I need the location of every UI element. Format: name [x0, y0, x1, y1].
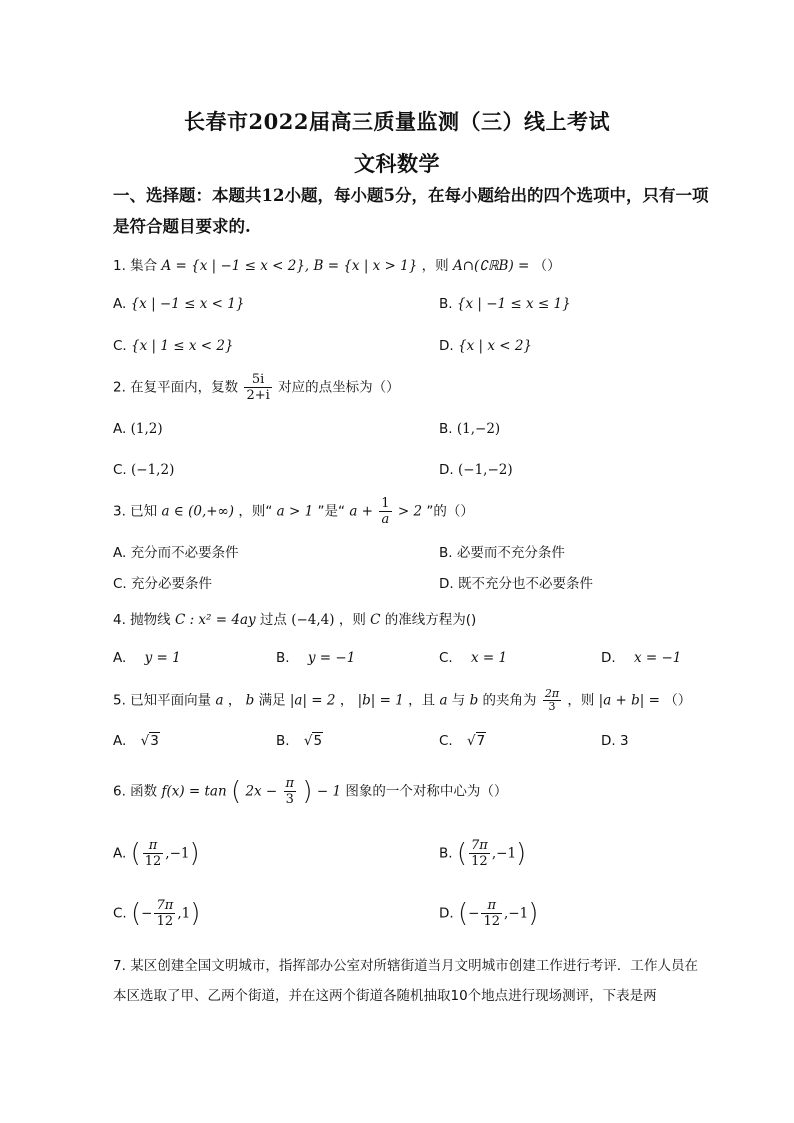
- q5-result: |a + b| =: [598, 692, 660, 709]
- section-heading-line1: 一、选择题：本题共12小题，每小题5分，在每小题给出的四个选项中，只有一项: [113, 186, 709, 205]
- q2-option-a-value: (1,2): [130, 421, 163, 437]
- exam-subtitle: 文科数学: [354, 151, 440, 176]
- q2-option-b-value: (1,−2): [456, 421, 501, 437]
- q3-option-b: B. 必要而不充分条件: [439, 545, 565, 561]
- paren-right: ): [190, 898, 201, 929]
- q6-option-c-denominator: 12: [156, 914, 174, 929]
- q6-prefix: 6. 函数: [113, 783, 158, 800]
- q1-option-d: [439, 338, 532, 354]
- q1-expression: A∩(∁ℝB) =: [452, 258, 530, 274]
- q6-option-a-denominator: 12: [144, 854, 162, 869]
- q5-option-d: D. 3: [601, 733, 629, 749]
- q4-option-c: [439, 650, 507, 666]
- q6-option-b-numerator: 7π: [471, 838, 488, 853]
- option-label: C.: [113, 462, 127, 478]
- q5-option-c-radicand: 7: [476, 733, 486, 749]
- q6-option-c-tail: ,1: [177, 905, 191, 922]
- question-3-stem: [113, 496, 474, 527]
- q4-suffix: 的准线方程为(): [384, 612, 477, 628]
- q6-option-a-tail: ,−1: [165, 845, 190, 862]
- q5-mid4: 的夹角为: [482, 692, 537, 709]
- question-5-stem: [113, 688, 691, 713]
- q6-fraction: [284, 776, 297, 807]
- option-label: A.: [113, 421, 127, 437]
- option-label: A.: [113, 650, 127, 666]
- q4-option-d: [601, 650, 681, 666]
- q3-fraction-denominator: a: [381, 512, 390, 527]
- section-heading-line2: 是符合题目要求的.: [113, 217, 251, 236]
- exam-title: 长春市2022届高三质量监测（三）线上考试: [184, 109, 610, 134]
- q3-mid2: ”是“: [317, 503, 346, 520]
- q5-vector-a-2: a: [439, 692, 448, 709]
- q3-option-c: C. 充分必要条件: [113, 576, 213, 592]
- paren-right: ): [528, 898, 539, 929]
- q5-angle-numerator: 2π: [544, 687, 560, 700]
- option-label: D.: [439, 905, 454, 922]
- option-label: B.: [439, 421, 453, 437]
- q2-option-a: [113, 421, 163, 437]
- q6-inner: 2x −: [245, 783, 278, 800]
- q5-mid2: ，且: [408, 692, 436, 709]
- q5-mid3: 与: [451, 692, 466, 709]
- paren-left: (: [131, 898, 142, 929]
- option-label: B.: [276, 733, 290, 749]
- question-4-stem: [113, 608, 476, 628]
- option-label: A.: [113, 845, 127, 862]
- q5-sep: ，: [227, 692, 242, 709]
- q6-right-paren: ): [302, 776, 313, 807]
- paren-right: ): [189, 838, 200, 869]
- q6-left-paren: (: [230, 776, 242, 807]
- q4-curve: C: [370, 612, 381, 628]
- q5-mid1: 满足: [258, 692, 286, 709]
- q5-option-a-value: √3: [140, 733, 159, 749]
- q3-prefix: 3. 已知: [113, 503, 158, 520]
- q5-option-c: [439, 733, 486, 749]
- option-label: C.: [439, 650, 453, 666]
- q2-option-b: [439, 421, 500, 437]
- q6-option-b: [439, 838, 526, 869]
- paren-left: (: [456, 838, 468, 869]
- q6-option-a: [113, 838, 200, 869]
- q5-suffix: （）: [664, 692, 692, 709]
- option-label: C.: [439, 733, 453, 749]
- q2-fraction: [244, 372, 271, 403]
- option-label: A.: [113, 296, 127, 312]
- q4-mid2: ，则: [338, 612, 366, 628]
- q4-mid: 过点: [259, 612, 287, 628]
- q3-domain: a ∈ (0,+∞): [161, 503, 235, 520]
- q2-option-c-value: (−1,2): [131, 462, 175, 478]
- q6-option-d-tail: ,−1: [504, 905, 529, 922]
- q2-option-c: [113, 462, 174, 478]
- q3-mid1: ，则“: [238, 503, 273, 520]
- section-heading: [113, 180, 713, 242]
- q1-option-a: [113, 296, 244, 312]
- q3-fraction: [379, 496, 391, 527]
- q1-option-a-value: {x | −1 ≤ x < 1}: [130, 296, 245, 312]
- q3-suffix: ”的（）: [426, 503, 474, 520]
- q3-option-d: D. 既不充分也不必要条件: [439, 576, 593, 592]
- q6-option-c-sign: −: [141, 905, 153, 922]
- q6-option-a-numerator: π: [143, 838, 164, 854]
- q6-option-d-numerator: π: [481, 898, 502, 914]
- q2-fraction-denominator: 2+i: [246, 388, 270, 403]
- option-label: B.: [439, 296, 453, 312]
- q6-option-d: [439, 898, 538, 929]
- q1-option-d-value: {x | x < 2}: [457, 338, 533, 354]
- q5-condition-b: |b| = 1: [357, 692, 404, 709]
- q6-option-b-tail: ,−1: [491, 845, 517, 862]
- question-6-stem: [113, 776, 507, 807]
- q4-option-d-value: x = −1: [633, 650, 682, 666]
- q2-option-d-value: (−1,−2): [457, 462, 513, 478]
- option-label: A.: [113, 733, 127, 749]
- q1-option-c: [113, 338, 234, 354]
- q5-option-a: [113, 733, 160, 749]
- q4-prefix: 4. 抛物线: [113, 612, 171, 628]
- q6-option-b-fraction: [469, 838, 490, 869]
- question-1-stem: [113, 254, 561, 274]
- q5-option-b-radicand: 5: [313, 733, 323, 749]
- q5-mid5: ，则: [567, 692, 595, 709]
- q1-prefix: 1. 集合: [113, 258, 158, 274]
- q6-function: f(x) = tan: [161, 783, 227, 800]
- option-label: B.: [276, 650, 290, 666]
- q1-option-c-value: {x | 1 ≤ x < 2}: [131, 338, 234, 354]
- paren-left: (: [130, 838, 141, 869]
- q6-option-d-sign: −: [468, 905, 480, 922]
- question-2-stem: [113, 372, 400, 403]
- q2-option-d: [439, 462, 513, 478]
- question-7-text: 7. 某区创建全国文明城市，指挥部办公室对所辖街道当月文明城市创建工作进行考评．工作人员在本区选取了甲、乙两个街道，并在这两个街道各随机抽取10个地点进行现场测评，下表是两: [113, 958, 698, 1004]
- paren-right: ): [516, 838, 527, 869]
- q6-option-d-fraction: [481, 898, 502, 929]
- q4-option-a: [113, 650, 181, 666]
- option-label: C.: [113, 905, 127, 922]
- q6-tail: − 1: [316, 783, 342, 800]
- q5-option-c-value: √7: [467, 733, 486, 749]
- q6-option-c-fraction: [154, 898, 175, 929]
- q1-option-b: [439, 296, 571, 312]
- q3-expr-left: a +: [349, 503, 373, 520]
- q4-option-b-value: y = −1: [307, 650, 356, 666]
- q5-vector-b-2: b: [469, 692, 479, 709]
- option-label: C.: [113, 338, 127, 354]
- q4-option-c-value: x = 1: [471, 650, 508, 666]
- q5-prefix: 5. 已知平面向量: [113, 692, 212, 709]
- q3-expr-right: > 2: [397, 503, 423, 520]
- q5-vector-b: b: [245, 692, 255, 709]
- q6-option-c: [113, 898, 200, 929]
- q6-option-c-numerator: 7π: [156, 898, 174, 913]
- q2-prefix: 2. 在复平面内，复数: [113, 379, 239, 396]
- q1-option-b-value: {x | −1 ≤ x ≤ 1}: [456, 296, 571, 312]
- q5-option-b-value: √5: [303, 733, 323, 749]
- q4-parabola: C : x² = 4ay: [174, 612, 256, 628]
- q3-fraction-numerator: 1: [381, 496, 390, 511]
- q1-sets: A = {x | −1 ≤ x < 2}, B = {x | x > 1}: [161, 258, 418, 274]
- q5-angle: [543, 688, 561, 713]
- q2-suffix: 对应的点坐标为（）: [278, 379, 400, 396]
- q4-point: (−4,4): [291, 612, 335, 628]
- option-label: D.: [439, 338, 454, 354]
- q5-option-b: [276, 733, 323, 749]
- q3-option-a: A. 充分而不必要条件: [113, 545, 239, 561]
- q3-condition: a > 1: [276, 503, 314, 520]
- q5-condition-a: |a| = 2: [289, 692, 336, 709]
- q1-suffix: （）: [533, 258, 561, 274]
- q1-mid: ，则: [421, 258, 449, 274]
- q6-fraction-numerator: π: [285, 776, 295, 791]
- q6-suffix: 图象的一个对称中心为（）: [345, 783, 508, 800]
- paren-left: (: [457, 898, 469, 929]
- q6-fraction-denominator: 3: [285, 792, 294, 807]
- q5-vector-a: a: [215, 692, 224, 709]
- q6-option-a-fraction: [143, 838, 164, 869]
- q4-option-a-value: y = 1: [144, 650, 181, 666]
- q6-option-d-denominator: 12: [483, 914, 500, 929]
- option-label: D.: [601, 650, 616, 666]
- q2-fraction-numerator: 5i: [244, 372, 271, 388]
- q6-option-b-denominator: 12: [471, 854, 488, 869]
- q5-comma: ，: [339, 692, 354, 709]
- option-label: D.: [439, 462, 454, 478]
- q5-option-a-radicand: 3: [150, 733, 159, 749]
- q4-option-b: [276, 650, 355, 666]
- option-label: B.: [439, 845, 453, 862]
- q5-angle-denominator: 3: [548, 700, 556, 713]
